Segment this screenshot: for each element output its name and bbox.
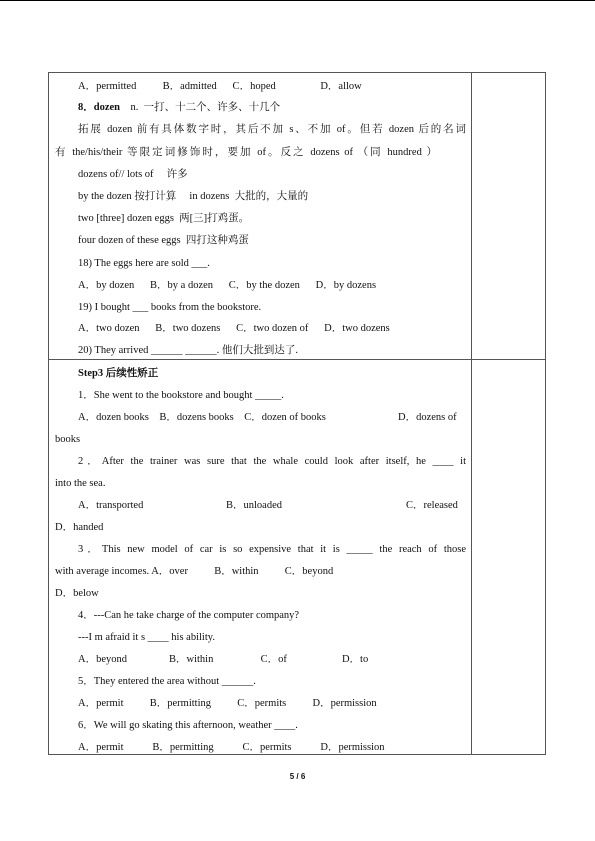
s2-question-1-option-d: D．dozens of [398, 412, 457, 423]
phrase-two-dozen-eggs: two [three] dozen eggs 两[三]打鸡蛋。 [78, 213, 250, 224]
question-18-options: A．by dozen B．by a dozen C．by the dozen D．by dozens [78, 280, 377, 291]
vocab-heading-dozen [78, 101, 280, 115]
s2-question-4: 4．---Can he take charge of the computer company? [78, 610, 300, 621]
s2-question-2: 2．After the trainer was sure that the whale could look after itself, he ____ it [78, 456, 466, 467]
s2-question-5-options: A．permit B．permitting C．permits D．permission [78, 698, 377, 709]
s2-question-2-option-d: D．handed [55, 522, 104, 533]
s2-question-4-options: A．beyond B．within C．of D．to [78, 654, 369, 665]
s2-question-4-reply: ---I m afraid it s ____ his ability. [78, 632, 215, 643]
expand-note-line2: 有 the/his/their 等限定词修饰时，要加 of。反之 dozens of （同 hundred ） [55, 147, 437, 158]
s2-question-6-options: A．permit B．permitting C．permits D．permission [78, 742, 385, 753]
question-20: 20) They arrived ______ ______. 他们大批到达了. [78, 345, 298, 356]
question-18: 18) The eggs here are sold ___. [78, 258, 210, 269]
vocab-definition: n. 一打、十二个、许多、十几个 [130, 102, 281, 113]
s2-question-2-option-c: C．released [406, 500, 458, 511]
column-divider [471, 73, 472, 754]
row-divider [49, 359, 545, 360]
phrase-four-dozen: four dozen of these eggs 四打这种鸡蛋 [78, 235, 249, 246]
question-19: 19) I bought ___ books from the bookstore. [78, 302, 262, 313]
vocab-number: 8．dozen [78, 102, 120, 113]
s2-question-2-option-a: A．transported [78, 500, 144, 511]
s2-question-3-option-d: D．below [55, 588, 99, 599]
page-number: 5 / 6 [289, 772, 306, 781]
s2-question-5: 5．They entered the area without ______. [78, 676, 256, 687]
s2-question-3-cont: with average incomes. A．over B．within C．beyond [55, 566, 334, 577]
s2-question-6: 6．We will go skating this afternoon, weather ____. [78, 720, 298, 731]
question-19-options: A．two dozen B．two dozens C．two dozen of D．two dozens [78, 323, 390, 334]
q17-options: A．permitted B．admitted C．hoped D．allow [78, 81, 362, 92]
s2-question-1-options: A．dozen books B．dozens books C．dozen of books [78, 412, 326, 423]
expand-note-line1: 拓展 dozen 前有具体数字时，其后不加 s、不加 of。但若 dozen 后的名词 [78, 124, 466, 135]
s2-question-3: 3．This new model of car is so expensive that it is _____ the reach of those [78, 544, 466, 555]
step3-heading: Step3 后续性矫正 [78, 368, 159, 379]
phrase-by-the-dozen: by the dozen 按打计算 in dozens 大批的，大量的 [78, 191, 309, 202]
phrase-dozens-of: dozens of// lots of 许多 [78, 169, 188, 180]
s2-question-2-option-b: B．unloaded [226, 500, 282, 511]
s2-question-2-cont: into the sea. [55, 478, 106, 489]
page-top-rule [0, 0, 595, 1]
s2-question-1-cont: books [55, 434, 81, 445]
s2-question-1: 1．She went to the bookstore and bought _____. [78, 390, 284, 401]
